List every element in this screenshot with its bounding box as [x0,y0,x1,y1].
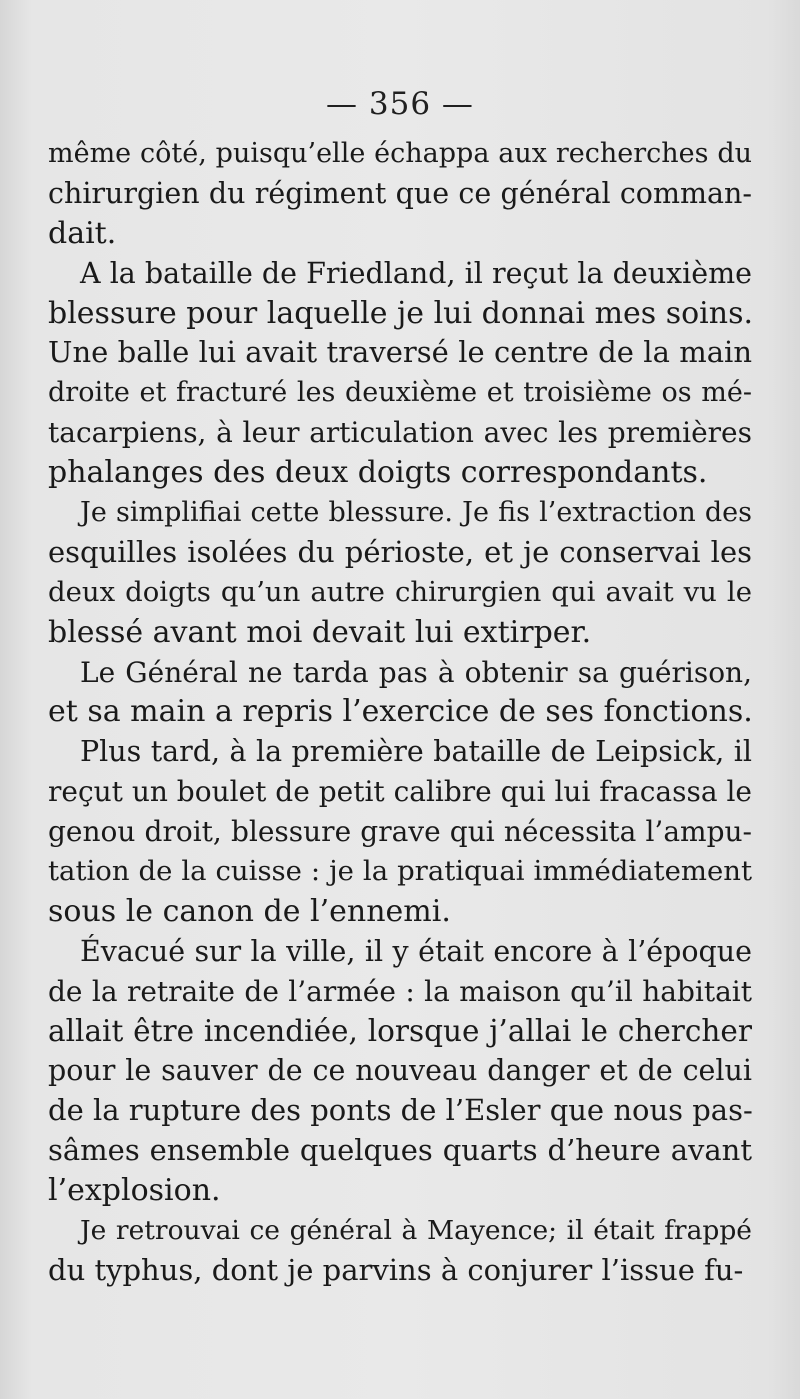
page-number: — 356 — [326,86,474,122]
paragraph [48,254,752,493]
text-line: blessé avant moi devait lui extirper. [48,614,592,650]
text-line: Une balle lui avait traversé le centre de la main [48,335,752,370]
paragraph [48,653,752,733]
body-text [48,134,752,1291]
text-line: pour le sauver de ce nouveau danger et de celui [48,1054,752,1088]
text-line: de la rupture des ponts de l’Esler que nous pas- [48,1093,753,1128]
text-line: sous le canon de l’ennemi. [48,893,451,929]
text-line: l’explosion. [48,1173,221,1209]
text-line: deux doigts qu’un autre chirurgien qui avait vu le [48,575,752,608]
text-line: esquilles isolées du périoste, et je conservai les [48,534,752,569]
text-line: genou droit, blessure grave qui nécessita l’ampu- [48,815,752,849]
text-line: même côté, puisqu’elle échappa aux recherches du [48,138,752,169]
text-line: droite et fracturé les deuxième et troisième os mé- [48,377,752,409]
text-line: phalanges des deux doigts correspondants. [48,455,708,491]
text-line: dait. [48,215,117,251]
text-line: blessure pour laquelle je lui donnai mes soins. [48,295,753,331]
text-line: de la retraite de l’armée : la maison qu’il habitait [48,974,752,1008]
text-line: tation de la cuisse : je la pratiquai immédiatement [48,855,752,888]
text-line: Je retrouvai ce général à Mayence; il était frappé [80,1215,752,1247]
text-line: Je simplifiai cette blessure. Je fis l’extraction des [80,497,752,529]
paragraph [48,493,752,653]
text-line: reçut un boulet de petit calibre qui lui fracassa le [48,775,752,809]
text-line: tacarpiens, à leur articulation avec les premières [48,416,752,450]
text-line: Le Général ne tarda pas à obtenir sa guérison, [80,655,752,689]
text-line: sâmes ensemble quelques quarts d’heure avant [48,1133,752,1168]
text-line: Évacué sur la ville, il y était encore à l’époque [80,934,752,968]
text-line: et sa main a repris l’exercice de ses fonctions. [48,694,753,730]
paragraph [48,134,752,254]
paragraph [48,1211,752,1291]
paragraph [48,932,752,1211]
text-line: Plus tard, à la première bataille de Leipsick, il [80,735,752,769]
text-line: allait être incendiée, lorsque j’allai le chercher [48,1013,752,1048]
paragraph [48,732,752,931]
text-line: chirurgien du régiment que ce général comman- [48,176,752,210]
text-line: A la bataille de Friedland, il reçut la deuxième [80,256,752,290]
text-line: du typhus, dont je parvins à conjurer l’issue fu- [48,1252,744,1287]
